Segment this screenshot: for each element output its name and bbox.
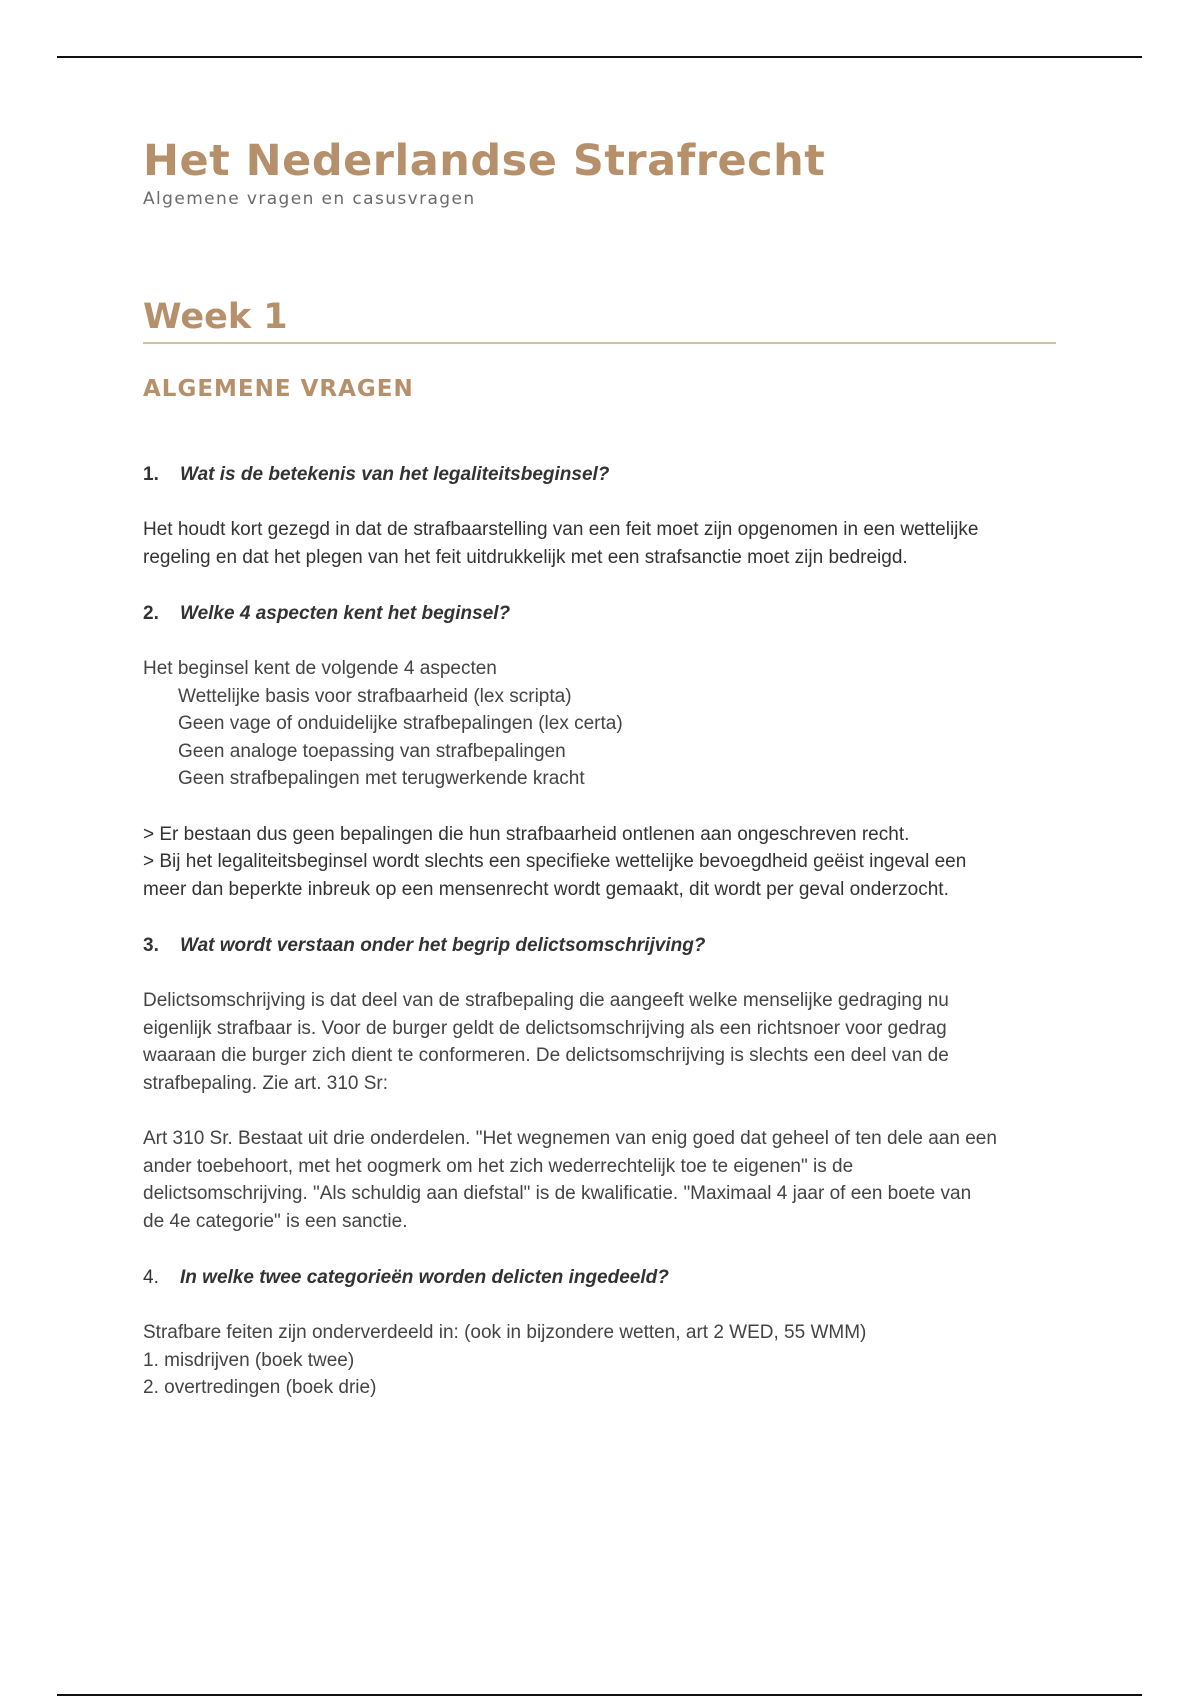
answer-line: 1. misdrijven (boek twee) [143, 1349, 355, 1371]
note-line: > Bij het legaliteitsbeginsel wordt slechts een specifieke wettelijke bevoegdheid geëist ingeval een [143, 851, 967, 873]
list-item: Geen strafbepalingen met terugwerkende kracht [178, 768, 585, 790]
example-line: de 4e categorie" is een sanctie. [143, 1210, 408, 1232]
article-example [143, 1125, 1056, 1235]
week-heading: Week 1 [143, 297, 1056, 344]
example-line: ander toebehoort, met het oogmerk om het zich wederrechtelijk toe te eigenen" is de [143, 1155, 854, 1177]
document-body [143, 138, 1056, 1402]
answer-line: 2. overtredingen (boek drie) [143, 1377, 377, 1399]
answer-line: waaraan die burger zich dient te conformeren. De delictsomschrijving is slechts een deel van de [143, 1045, 949, 1067]
answer-intro: Het beginsel kent de volgende 4 aspecten [143, 658, 497, 680]
answer-1 [143, 516, 1056, 571]
answer-notes [143, 821, 1056, 904]
list-item: Wettelijke basis voor strafbaarheid (lex scripta) [178, 685, 572, 707]
example-line: Art 310 Sr. Bestaat uit drie onderdelen. "Het wegnemen van enig goed dat geheel of ten dele aan een [143, 1128, 997, 1150]
document-title: Het Nederlandse Strafrecht [143, 136, 826, 186]
question-text: Welke 4 aspecten kent het beginsel? [180, 603, 511, 625]
question-text: Wat wordt verstaan onder het begrip delictsomschrijving? [180, 935, 706, 957]
question-1 [143, 464, 1056, 486]
note-line: meer dan beperkte inbreuk op een mensenrecht wordt gemaakt, dit wordt per geval onderzocht. [143, 878, 949, 900]
question-text: Wat is de betekenis van het legaliteitsbeginsel? [180, 464, 610, 486]
section-heading: ALGEMENE VRAGEN [143, 376, 414, 403]
question-number: 4. [143, 1267, 159, 1289]
answer-line: strafbepaling. Zie art. 310 Sr: [143, 1072, 389, 1094]
page-top-rule [57, 56, 1142, 58]
answer-2 [143, 655, 1056, 903]
question-2 [143, 603, 1056, 625]
question-text: In welke twee categorieën worden delicten ingedeeld? [180, 1267, 669, 1289]
list-item: Geen vage of onduidelijke strafbepalingen (lex certa) [178, 713, 623, 735]
answer-line: Het houdt kort gezegd in dat de strafbaarstelling van een feit moet zijn opgenomen in een wettelijke [143, 519, 979, 541]
document-subtitle: Algemene vragen en casusvragen [143, 189, 476, 210]
answer-4 [143, 1319, 1056, 1402]
aspects-list [143, 683, 1056, 793]
list-item: Geen analoge toepassing van strafbepalingen [178, 740, 566, 762]
answer-line: Strafbare feiten zijn onderverdeeld in: (ook in bijzondere wetten, art 2 WED, 55 WMM) [143, 1322, 867, 1344]
answer-3 [143, 987, 1056, 1235]
question-number: 3. [143, 935, 159, 957]
note-line: > Er bestaan dus geen bepalingen die hun strafbaarheid ontlenen aan ongeschreven recht. [143, 823, 910, 845]
question-3 [143, 935, 1056, 957]
answer-line: Delictsomschrijving is dat deel van de strafbepaling die aangeeft welke menselijke gedraging nu [143, 990, 949, 1012]
answer-line: eigenlijk strafbaar is. Voor de burger geldt de delictsomschrijving als een richtsnoer voor gedrag [143, 1017, 947, 1039]
page-bottom-rule [57, 1694, 1142, 1696]
example-line: delictsomschrijving. "Als schuldig aan diefstal" is de kwalificatie. "Maximaal 4 jaar of een boete van [143, 1183, 972, 1205]
question-number: 2. [143, 603, 159, 625]
question-4 [143, 1267, 1056, 1289]
question-number: 1. [143, 464, 159, 486]
answer-line: regeling en dat het plegen van het feit uitdrukkelijk met een strafsanctie moet zijn bedreigd. [143, 546, 908, 568]
